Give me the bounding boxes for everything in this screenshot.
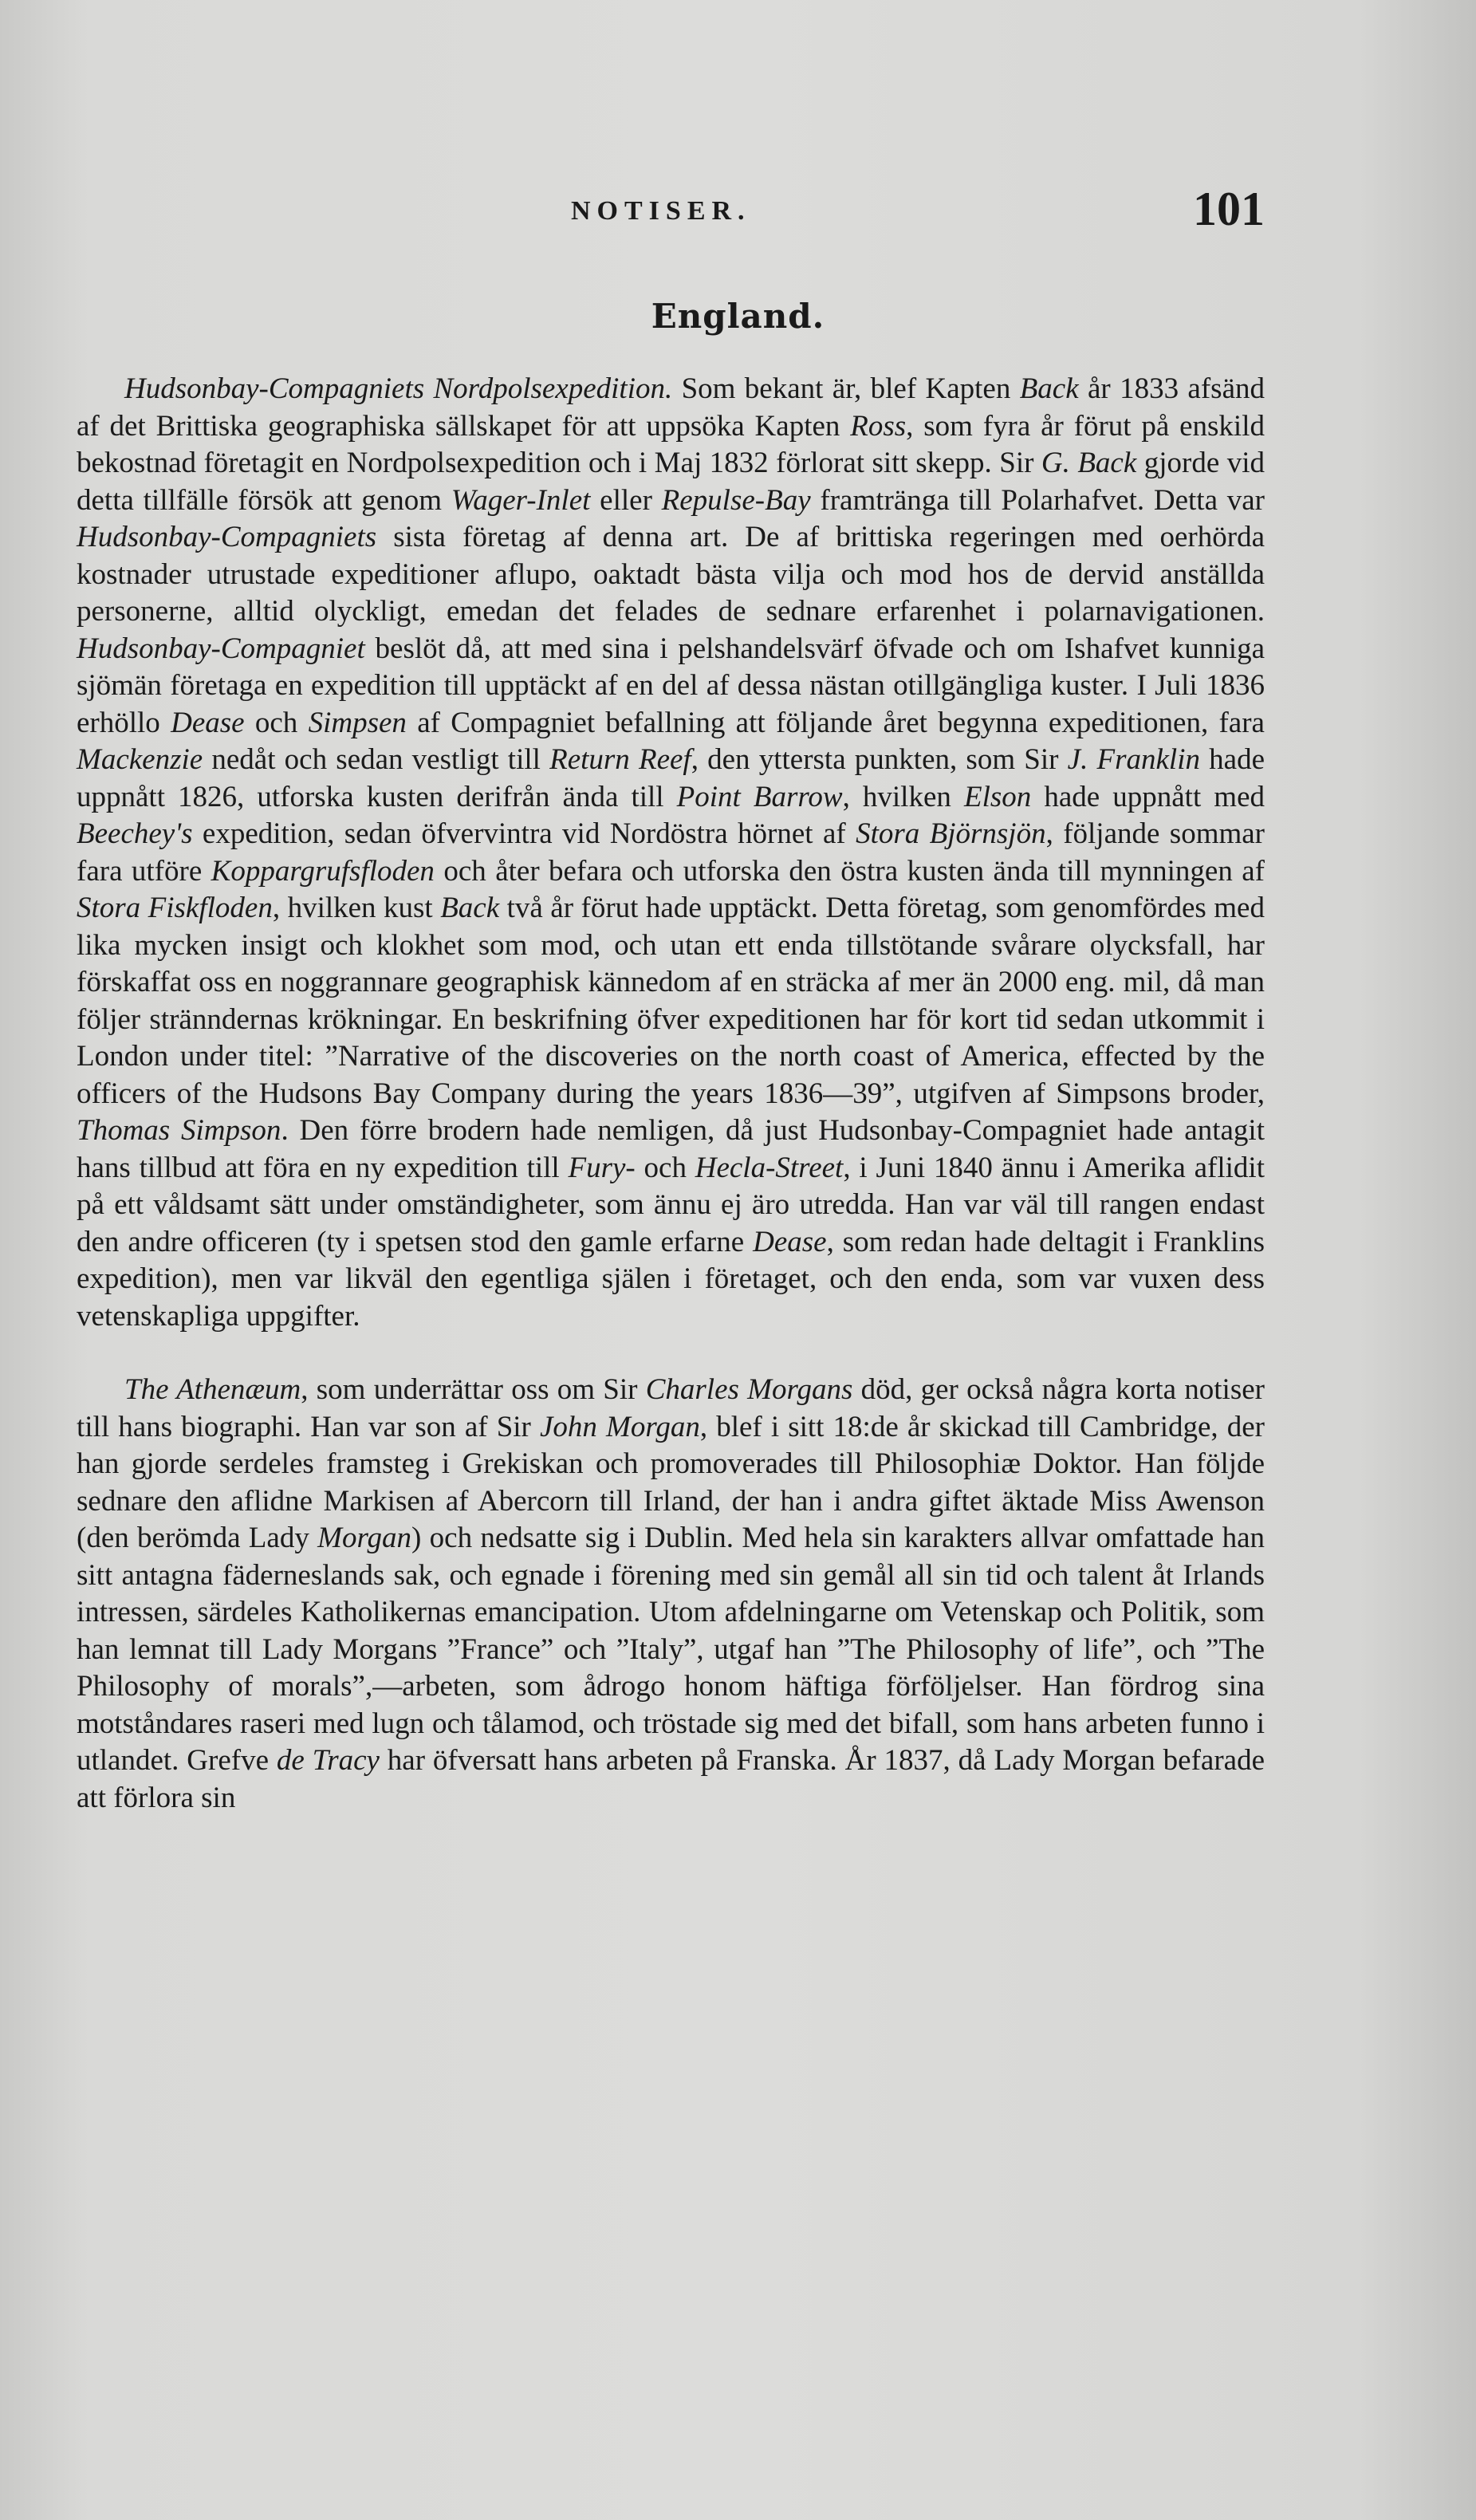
italic-run: Dease <box>171 706 245 739</box>
italic-run: de Tracy <box>276 1744 380 1777</box>
text-run: har öfversatt hans arbeten på Franska. År 1837, då Lady Morgan befarade att förlora sin <box>77 1744 1265 1814</box>
text-run: , hvilken <box>842 780 964 813</box>
italic-run: Mackenzie <box>77 743 203 776</box>
text-run: , blef i sitt 18:de år skickad till Cambridge, der han gjorde serdeles framsteg i Grekiskan och promoverades till Philosophiæ Doktor. Han följde sednare den aflidne Markisen af Abercorn till Irland, der han i andra giftet äktade Miss Awenson (den berömda Lady <box>77 1410 1265 1554</box>
text-run: hade uppnått med <box>1031 780 1265 813</box>
text-run: död, ger också några korta notiser till hans biographi. Han var son af Sir <box>77 1373 1265 1443</box>
italic-run: Hudsonbay-Compagniets <box>77 521 377 553</box>
text-run: beslöt då, att med sina i pelshandelsvärf öfvade och om Ishafvet kunniga sjömän företaga en expedition till upptäckt af en del af dessa nästan otillgängliga kuster. I Juli 1836 erhöllo <box>77 632 1265 739</box>
italic-run: Stora Fiskfloden <box>77 892 273 924</box>
italic-run: Dease <box>753 1225 827 1258</box>
text-run: , som underrättar oss om Sir <box>301 1373 646 1406</box>
italic-run: Hudsonbay-Compagniets Nordpolsexpedition. <box>124 372 673 405</box>
text-run: , som fyra år förut på enskild bekostnad företagit en Nordpolsexpedition och i Maj 1832 förlorat sitt skepp. Sir <box>77 409 1265 479</box>
italic-run: The Athenæum <box>124 1373 301 1406</box>
italic-run: Fury- <box>568 1151 636 1184</box>
running-head <box>77 182 1265 246</box>
text-run: hade uppnått 1826, utforska kusten derifrån ända till <box>77 743 1265 813</box>
italic-run: Elson <box>963 780 1032 813</box>
italic-run: Back <box>1019 372 1079 405</box>
italic-run: John Morgan <box>539 1410 700 1443</box>
text-run: år 1833 afsänd af det Brittiska geographiska sällskapet för att uppsöka Kapten <box>77 372 1265 443</box>
italic-run: J. Franklin <box>1067 743 1200 776</box>
text-run: gjorde vid detta tillfälle försök att genom <box>77 447 1265 517</box>
italic-run: Back <box>440 892 500 924</box>
text-run: och <box>635 1151 695 1184</box>
text-run: två år förut hade upptäckt. Detta företag, som genomfördes med lika mycken insigt och klokhet som mod, och utan ett enda tillstötande svårare olycksfall, har förskaffat oss en noggrannare geographisk kännedom af en sträcka af mer än 2000 eng. mil, då man följer stränndernas krökningar. En beskrifning öfver expeditionen har för kort tid sedan utkommit i London under titel: ”Narrative of the discoveries on the north coast of America, effected by the officers of the Hudsons Bay Company during the years 1836—39”, utgifven af Simpsons broder, <box>77 892 1265 1110</box>
italic-run: Thomas Simpson <box>77 1114 281 1147</box>
italic-run: Ross <box>850 409 907 443</box>
page-number: 101 <box>1193 183 1265 235</box>
italic-run: Beechey's <box>77 817 193 850</box>
text-run: expedition, sedan öfvervintra vid Nordöstra hörnet af <box>192 817 856 850</box>
paragraph-hudsonbay <box>77 371 1265 1335</box>
italic-run: Repulse-Bay <box>661 483 811 517</box>
text-run: nedåt och sedan vestligt till <box>203 743 550 776</box>
italic-run: Koppargrufsfloden <box>211 854 435 888</box>
italic-run: Hecla-Street <box>695 1151 844 1184</box>
text-run: . Den förre brodern hade nemligen, då just Hudsonbay-Compagniet hade antagit hans tillbud att föra en ny expedition till <box>77 1114 1265 1184</box>
section-title: England. <box>651 297 825 336</box>
italic-run: Wager-Inlet <box>451 483 591 517</box>
text-run: och <box>244 706 309 739</box>
text-run: , som redan hade deltagit i Franklins expedition), men var likväl den egentliga själen i företaget, och den enda, som var vuxen dess vetenskapliga uppgifter. <box>77 1225 1265 1333</box>
text-run: eller <box>590 483 662 517</box>
text-run: Som bekant är, blef Kapten <box>672 372 1020 405</box>
italic-run: Simpsen <box>308 706 407 739</box>
running-title: NOTISER. <box>571 196 751 226</box>
text-run: sista företag af denna art. De af brittiska regeringen med oerhörda kostnader utrustade expeditioner aflupo, oaktadt bästa vilja och mod hos de dervid anställda personerne, alltid olyckligt, emedan det felades de sednare erfarenhet i polarnavigationen. <box>77 521 1265 628</box>
text-run: , hvilken kust <box>272 892 441 924</box>
text-run: framtränga till Polarhafvet. Detta var <box>810 483 1265 517</box>
italic-run: Point Barrow <box>676 780 843 813</box>
paragraph-athenaeum <box>77 1372 1265 1817</box>
italic-run: Stora Björnsjön <box>856 817 1046 850</box>
text-run: af Compagniet befallning att följande året begynna expeditionen, fara <box>406 706 1265 739</box>
text-run: och åter befara och utforska den östra kusten ända till mynningen af <box>434 854 1265 888</box>
text-run: , den yttersta punkten, som Sir <box>691 743 1068 776</box>
italic-run: Hudsonbay-Compagniet <box>77 632 365 665</box>
italic-run: Return Reef <box>549 743 691 776</box>
article-body <box>77 371 1265 1817</box>
text-run: ) och nedsatte sig i Dublin. Med hela sin karakters allvar omfattade han sitt antagna fäderneslands sak, och egnade i förening med sin gemål all sin tid och talent åt Irlands intressen, särdeles Katholikernas emancipation. Utom afdelningarne om Vetenskap och Politik, som han lemnat till Lady Morgans ”France” och ”Italy”, utgaf han ”The Philosophy of life”, och ”The Philosophy of morals”,—arbeten, som ådrogo honom häftiga förföljelser. Han fördrog sina motståndares raseri med lugn och tålamod, och tröstade sig med det bifall, som hans arbeten funno i utlandet. Grefve <box>77 1522 1265 1777</box>
italic-run: Charles Morgans <box>645 1373 853 1406</box>
italic-run: Morgan <box>317 1522 412 1554</box>
text-run: , följande sommar fara utföre <box>77 817 1265 888</box>
italic-run: G. Back <box>1041 447 1137 479</box>
text-run: , i Juni 1840 ännu i Amerika aflidit på ett våldsamt sätt under omständigheter, som ännu ej äro utredda. Han var väl till rangen endast den andre officeren (ty i spetsen stod den gamle erfarne <box>77 1151 1265 1258</box>
